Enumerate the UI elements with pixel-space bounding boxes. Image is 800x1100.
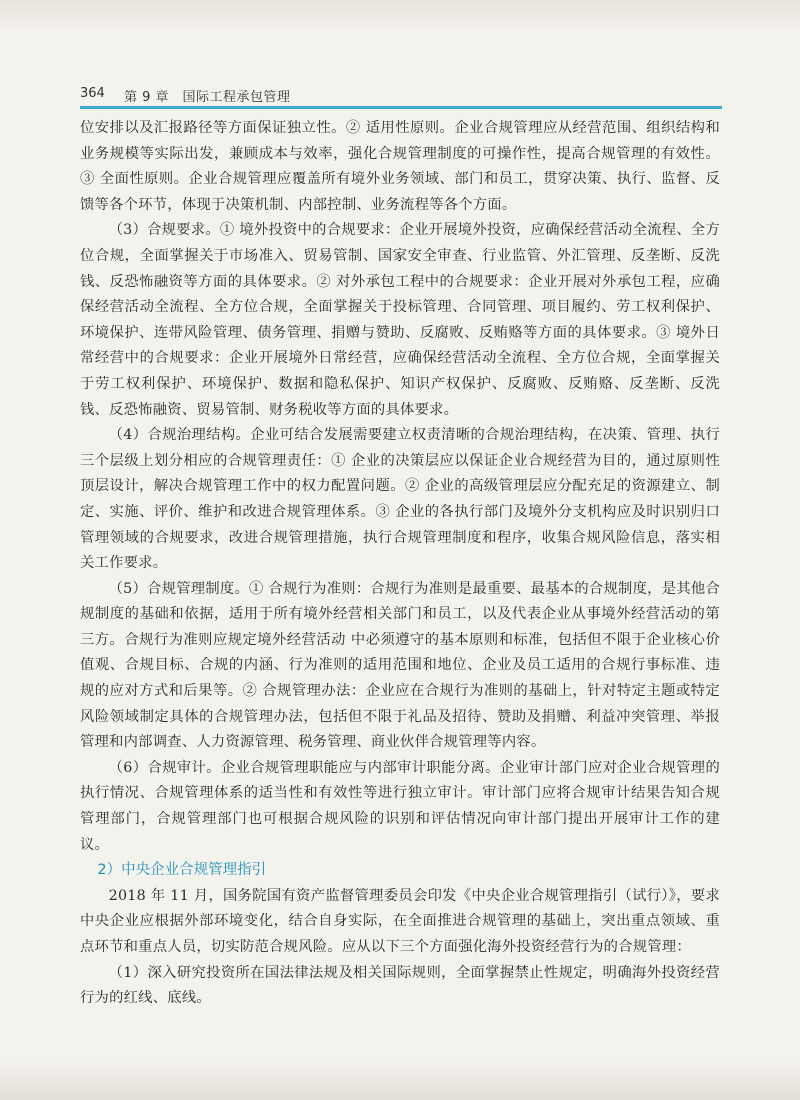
paragraph-management-system: （5）合规管理制度。① 合规行为准则：合规行为准则是最重要、最基本的合规制度，是其他合规制度的基础和依据，适用于所有境外经营相关部门和员工，以及代表企业从事境外经营活动的第三方。合规行为准则应规定境外经营活动 中必须遵守的基本原则和标准，包括但不限于企业核心价值观、合规目标、合规的内涵、行为准则的适用范围和地位、企业及员工适用的合规行事标准、违规的应对方式和后果等。② 合规管理办法：企业应在合规行为准则的基础上，针对特定主题或特定风险领域制定具体的合规管理办法，包括但不限于礼品及招待、赞助及捐赠、利益冲突管理、举报管理和内部调查、人力资源管理、税务管理、商业伙伴合规管理等内容。 [80, 580, 720, 751]
paragraph-compliance-audit: （6）合规审计。企业合规管理职能应与内部审计职能分离。企业审计部门应对企业合规管理的执行情况、合规管理体系的适当性和有效性等进行独立审计。审计部门应将合规审计结果告知合规管理部门，合规管理部门也可根据合规风险的识别和评估情况向审计部门提出开展审计工作的建议。 [80, 759, 720, 853]
section-subheading: 2）中央企业合规管理指引 [97, 862, 267, 879]
page-body [80, 116, 720, 1012]
scan-bottom-edge [0, 1060, 800, 1100]
header-rule [80, 106, 722, 109]
scan-top-edge [0, 0, 800, 32]
paragraph-principles-continued: 位安排以及汇报路径等方面保证独立性。② 适用性原则。企业合规管理应从经营范围、组织结构和业务规模等实际出发，兼顾成本与效率，强化合规管理制度的可操作性，提高合规管理的有效性。③ 全面性原则。企业合规管理应覆盖所有境外业务领域、部门和员工，贯穿决策、执行、监督、反馈等各个环节，体现于决策机制、内部控制、业务流程等各个方面。 [80, 120, 720, 213]
chapter-title: 第 9 章 国际工程承包管理 [124, 90, 291, 105]
paragraph-governance-structure: （4）合规治理结构。企业可结合发展需要建立权责清晰的合规治理结构，在决策、管理、执行三个层级上划分相应的合规管理责任：① 企业的决策层应以保证企业合规经营为目的，通过原则性顶层设计，解决合规管理工作中的权力配置问题。② 企业的高级管理层应分配充足的资源建立、制定、实施、评价、维护和改进合规管理体系。③ 企业的各执行部门及境外分支机构应及时识别归口管理领域的合规要求，改进合规管理措施，执行合规管理制度和程序，收集合规风险信息，落实相关工作要求。 [80, 427, 720, 572]
paragraph-sasac-guideline: 2018 年 11 月，国务院国有资产监督管理委员会印发《中央企业合规管理指引（试行）》，要求中央企业应根据外部环境变化，结合自身实际，在全面推进合规管理的基础上，突出重点领域、重点环节和重点人员，切实防范合规风险。应从以下三个方面强化海外投资经营行为的合规管理： [80, 887, 720, 955]
running-header [80, 84, 720, 104]
page-number: 364 [80, 86, 105, 101]
paragraph-point-1: （1）深入研究投资所在国法律法规及相关国际规则，全面掌握禁止性规定，明确海外投资经营行为的红线、底线。 [80, 964, 720, 1007]
paragraph-compliance-requirements: （3）合规要求。① 境外投资中的合规要求：企业开展境外投资，应确保经营活动全流程、全方位合规，全面掌握关于市场准入、贸易管制、国家安全审查、行业监管、外汇管理、反垄断、反洗钱、反恐怖融资等方面的具体要求。② 对外承包工程中的合规要求：企业开展对外承包工程，应确保经营活动全流程、全方位合规，全面掌握关于投标管理、合同管理、项目履约、劳工权利保护、环境保护、连带风险管理、债务管理、捐赠与赞助、反腐败、反贿赂等方面的具体要求。③ 境外日常经营中的合规要求：企业开展境外日常经营，应确保经营活动全流程、全方位合规，全面掌握关于劳工权利保护、环境保护、数据和隐私保护、知识产权保护、反腐败、反贿赂、反垄断、反洗钱、反恐怖融资、贸易管制、财务税收等方面的具体要求。 [80, 222, 720, 418]
